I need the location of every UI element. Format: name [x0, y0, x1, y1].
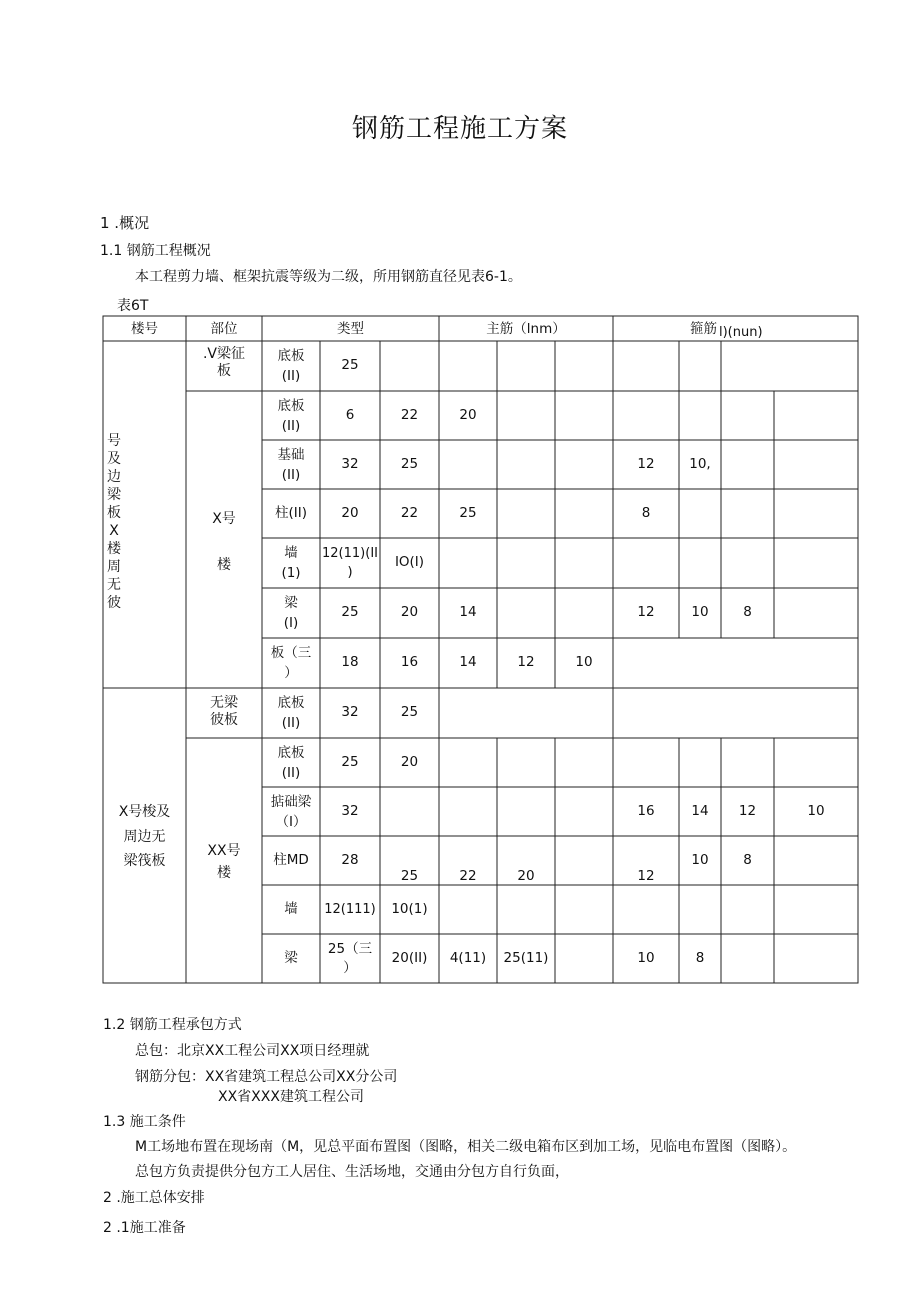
type-cell-line1: 墙 — [284, 545, 298, 561]
header-part: 部位 — [210, 321, 238, 337]
type-cell-line2: (II) — [281, 418, 301, 434]
table-cell: 8 — [695, 950, 705, 966]
header-type: 类型 — [337, 321, 364, 337]
table-cell: 12 — [637, 604, 655, 620]
table-cell: 14 — [459, 604, 477, 620]
table-cell: 12 — [738, 803, 757, 819]
group1-part-b-line1: X号 — [212, 511, 236, 527]
table-cell: 18 — [341, 654, 359, 670]
section-1-2-subcontractor: 钢筋分包：XX省建筑工程总公司XX分公司 — [135, 1069, 398, 1085]
table-cell: 20 — [517, 868, 535, 884]
table-cell: 25 — [400, 704, 419, 720]
table-cell: 25 — [341, 754, 359, 770]
type-cell-line1: 底板 — [277, 348, 305, 364]
group1-part-a: .V梁征板 — [202, 346, 246, 379]
section-1-3-text-2: 总包方负责提供分包方工人居住、生活场地，交通由分包方自行负面， — [135, 1164, 569, 1180]
table-cell: 12(111) — [324, 902, 376, 917]
group2-part-a-line1: 无梁 — [210, 695, 238, 711]
group1-building: 号及边梁板X楼周无彼 — [107, 433, 121, 611]
type-cell-line1: 梁 — [284, 950, 298, 966]
group1-part-b-line2: 楼 — [217, 557, 231, 573]
type-cell-line1: 基础 — [277, 447, 305, 463]
table-cell: 22 — [400, 505, 419, 521]
type-cell-line2: (II) — [281, 467, 301, 483]
table-cell: 12(11)(II — [322, 546, 378, 561]
section-2-1-heading: 2 .1施工准备 — [103, 1220, 186, 1236]
header-building: 楼号 — [131, 321, 158, 337]
group2-building-line1: X号梭及 — [118, 804, 171, 820]
section-1-3-heading: 1.3 施工条件 — [103, 1114, 186, 1130]
table-cell: IO(I) — [394, 554, 425, 570]
table-cell: 10 — [637, 950, 655, 966]
table-cell: 25 — [459, 505, 477, 521]
table-cell: 12 — [637, 456, 655, 472]
section-2-heading: 2 .施工总体安排 — [103, 1190, 205, 1206]
type-cell-line2: (II) — [281, 765, 301, 781]
table-cell: 25 — [341, 604, 359, 620]
table-cell-continuation: ) — [347, 564, 353, 580]
type-cell-line1: 板（三 — [270, 645, 312, 661]
type-cell-line1: 掂础梁 — [270, 794, 312, 810]
table-cell: 10(1) — [391, 901, 428, 917]
table-cell: 20 — [400, 754, 419, 770]
table-cell: 8 — [641, 505, 651, 521]
table-cell: 25 — [341, 357, 359, 373]
header-main-bar: 主筋（lnm） — [486, 321, 566, 337]
table-cell: 14 — [459, 654, 477, 670]
table-cell: 12 — [637, 868, 655, 884]
table-cell: 10 — [575, 654, 593, 670]
table-cell: 28 — [341, 852, 359, 868]
table-cell: 12 — [517, 654, 535, 670]
table-cell: 20(II) — [391, 950, 428, 966]
table-cell: 25 — [400, 868, 419, 884]
table-cell: 10 — [691, 604, 709, 620]
table-cell: 25(11) — [503, 950, 549, 966]
section-1-2-heading: 1.2 钢筋工程承包方式 — [103, 1017, 242, 1033]
table-cell: 25（三 — [327, 941, 373, 957]
table-cell: 32 — [341, 456, 359, 472]
group2-part-b-line1: XX号 — [207, 843, 241, 859]
table-cell: 16 — [637, 803, 655, 819]
group2-part-b-line2: 楼 — [217, 865, 231, 881]
table-caption: 表6T — [117, 298, 149, 314]
table-cell: 4(11) — [449, 950, 487, 966]
type-cell-line1: 底板 — [277, 745, 305, 761]
type-cell-line1: 柱MD — [273, 852, 309, 868]
table-cell-continuation: ） — [343, 960, 357, 976]
section-1-3-text-1: M工场地布置在现场南（M，见总平面布置图（图略，相关二级电箱布区到加工场，见临电布置图（图略）。 — [135, 1139, 797, 1155]
table-cell: 20 — [341, 505, 359, 521]
table-cell: 25 — [400, 456, 419, 472]
header-stirrup-unit: l)(nun) — [719, 325, 763, 340]
table-cell: 10, — [689, 456, 711, 472]
table-cell: 22 — [459, 868, 477, 884]
type-cell-line1: 墙 — [284, 901, 298, 917]
type-cell-line1: 柱(II) — [275, 505, 307, 521]
table-cell: 22 — [400, 407, 419, 423]
group2-building-line2: 周边无 — [123, 829, 166, 845]
table-cell: 32 — [341, 704, 359, 720]
section-1-heading: 1 .概况 — [100, 214, 150, 232]
type-cell-line2: (1) — [281, 565, 301, 581]
table-cell: 14 — [691, 803, 709, 819]
group2-part-a-line2: 彼板 — [210, 712, 238, 728]
section-1-2-subcontractor-2: XX省XXX建筑工程公司 — [218, 1089, 364, 1105]
type-cell-line2: ） — [284, 665, 298, 681]
section-1-2-general: 总包：北京XX工程公司XX项日经理就 — [135, 1043, 370, 1059]
table-cell: 8 — [743, 604, 752, 620]
table-cell: 10 — [807, 803, 825, 819]
type-cell-line1: 梁 — [284, 595, 298, 611]
table-cell: 20 — [459, 407, 477, 423]
table-cell: 8 — [743, 852, 752, 868]
type-cell-line2: （I） — [275, 814, 307, 830]
table-cell: 16 — [400, 654, 419, 670]
type-cell-line2: (I) — [283, 615, 299, 631]
type-cell-line2: (II) — [281, 368, 301, 384]
section-1-1-text: 本工程剪力墙、框架抗震等级为二级，所用钢筋直径见表6-1。 — [135, 269, 522, 285]
table-cell: 20 — [400, 604, 419, 620]
type-cell-line1: 底板 — [277, 695, 305, 711]
table-cell: 32 — [341, 803, 359, 819]
type-cell-line1: 底板 — [277, 398, 305, 414]
table-cell: 6 — [345, 407, 355, 423]
type-cell-line2: (II) — [281, 715, 301, 731]
page-title: 钢筋工程施工方案 — [351, 114, 568, 144]
group2-building-line3: 梁筏板 — [123, 853, 166, 869]
section-1-1-heading: 1.1 钢筋工程概况 — [100, 243, 211, 259]
table-cell: 10 — [691, 852, 709, 868]
header-stirrup: 箍筋 — [690, 321, 717, 337]
